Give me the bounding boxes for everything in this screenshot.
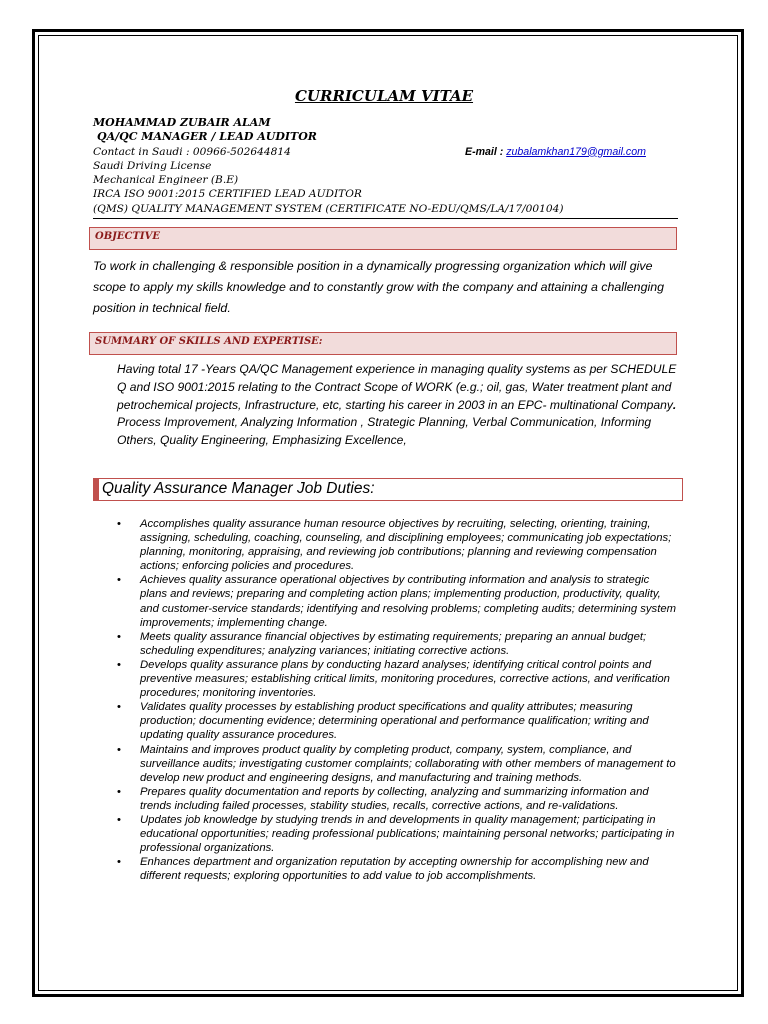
candidate-role: QA/QC MANAGER / LEAD AUDITOR <box>97 130 317 144</box>
list-item: • Enhances department and organization reputation by accepting ownership for accomplishing new and different requests; exploring opportunities to add value to job accomplishments. <box>117 856 649 883</box>
skills-text <box>117 361 677 450</box>
bullet-icon: • <box>117 785 121 798</box>
list-item: • Prepares quality documentation and reports by collecting, analyzing and summarizing information and trends including failed processes, stability studies, recalls, corrective actions, and re-validations. <box>117 785 649 812</box>
bullet-icon: • <box>117 658 121 671</box>
objective-heading: OBJECTIVE <box>89 227 677 250</box>
list-item: • Validates quality processes by establishing product specifications and quality attributes; measuring production; documenting evidence; determining operational and performance qualification; writing and updating quality assurance procedures. <box>117 701 649 742</box>
duties-heading-bar <box>93 478 99 501</box>
bullet-icon: • <box>117 701 121 714</box>
list-item: • Meets quality assurance financial objectives by estimating requirements; preparing an annual budget; scheduling expenditures; analyzing variances; initiating corrective actions. <box>117 630 647 657</box>
page-title: CURRICULAM VITAE <box>294 87 474 105</box>
header-block <box>93 116 683 216</box>
candidate-name: MOHAMMAD ZUBAIR ALAM <box>93 116 271 129</box>
degree-line: Mechanical Engineer (B.E) <box>93 174 239 187</box>
bullet-icon: • <box>117 630 121 643</box>
list-item: • Achieves quality assurance operational objectives by contributing information and analysis to strategic plans and reviews; preparing and completing action plans; implementing production, productivity, quality, and customer-service standards; identifying and resolving problems; completing audits; determining system improvements; implementing change. <box>117 574 677 629</box>
bullet-icon: • <box>117 743 121 756</box>
duties-list <box>117 517 677 883</box>
list-item: • Develops quality assurance plans by conducting hazard analyses; identifying critical control points and preventive measures; establishing critical limits, monitoring procedures, corrective actions, and verification procedures; monitoring inventories. <box>117 658 670 700</box>
bullet-icon: • <box>117 518 121 530</box>
email-link[interactable]: zubalamkhan179@gmail.com <box>506 145 646 158</box>
skills-text-a: Having total 17 -Years QA/QC Management experience in managing quality systems as per SCHEDULE Q and ISO 9001:2015 relating to the Contract Scope of WORK (e.g.; oil, gas, Water treatment plant and petrochemical projects, Infrastructure, etc, starting his career in 2003 in an EPC- multinational Company <box>117 362 677 412</box>
list-item: • Maintains and improves product quality by completing product, company, system, compliance, and surveillance audits; investigating customer complaints; collaborating with other members of management to develop new product and engineering designs, and manufacturing and training methods. <box>117 743 676 784</box>
bullet-icon: • <box>117 813 121 826</box>
email-block <box>465 145 646 159</box>
list-item: • Accomplishes quality assurance human resource objectives by recruiting, selecting, orienting, training, assigning, scheduling, coaching, counseling, and disciplining employees; communicating job expectations; planning, monitoring, appraising, and reviewing job contributions; planning and reviewing compensation actions; enforcing policies and procedures. <box>117 518 672 573</box>
objective-text: To work in challenging & responsible position in a dynamically progressing organization which will give scope to apply my skills knowledge and to constantly grow with the company and attaining a challenging position in technical field. <box>93 259 664 315</box>
certification-line: IRCA ISO 9001:2015 CERTIFIED LEAD AUDITOR <box>93 188 362 201</box>
header-divider <box>93 218 678 219</box>
contact-phone: Contact in Saudi : 00966-502644814 <box>93 145 291 158</box>
license-line: Saudi Driving License <box>93 159 212 172</box>
email-label: E-mail : <box>465 145 504 158</box>
bullet-icon: • <box>117 574 121 587</box>
list-item: • Updates job knowledge by studying trends in and developments in quality management; participating in educational opportunities; reading professional publications; maintaining personal networks; participating in professional organizations. <box>117 813 675 855</box>
duties-heading <box>93 478 683 501</box>
skills-heading: SUMMARY OF SKILLS AND EXPERTISE: <box>89 332 677 355</box>
skills-text-c: Process Improvement, Analyzing Information , Strategic Planning, Verbal Communication, Informing Others, Quality Engineering, Emphasizing Excellence, <box>117 415 652 448</box>
contact-row <box>93 145 683 159</box>
certificate-number-line: (QMS) QUALITY MANAGEMENT SYSTEM (CERTIFICATE NO-EDU/QMS/LA/17/00104) <box>93 202 564 215</box>
bullet-icon: • <box>117 856 121 869</box>
skills-text-b: . <box>672 397 677 412</box>
duties-heading-text: Quality Assurance Manager Job Duties: <box>102 480 375 497</box>
